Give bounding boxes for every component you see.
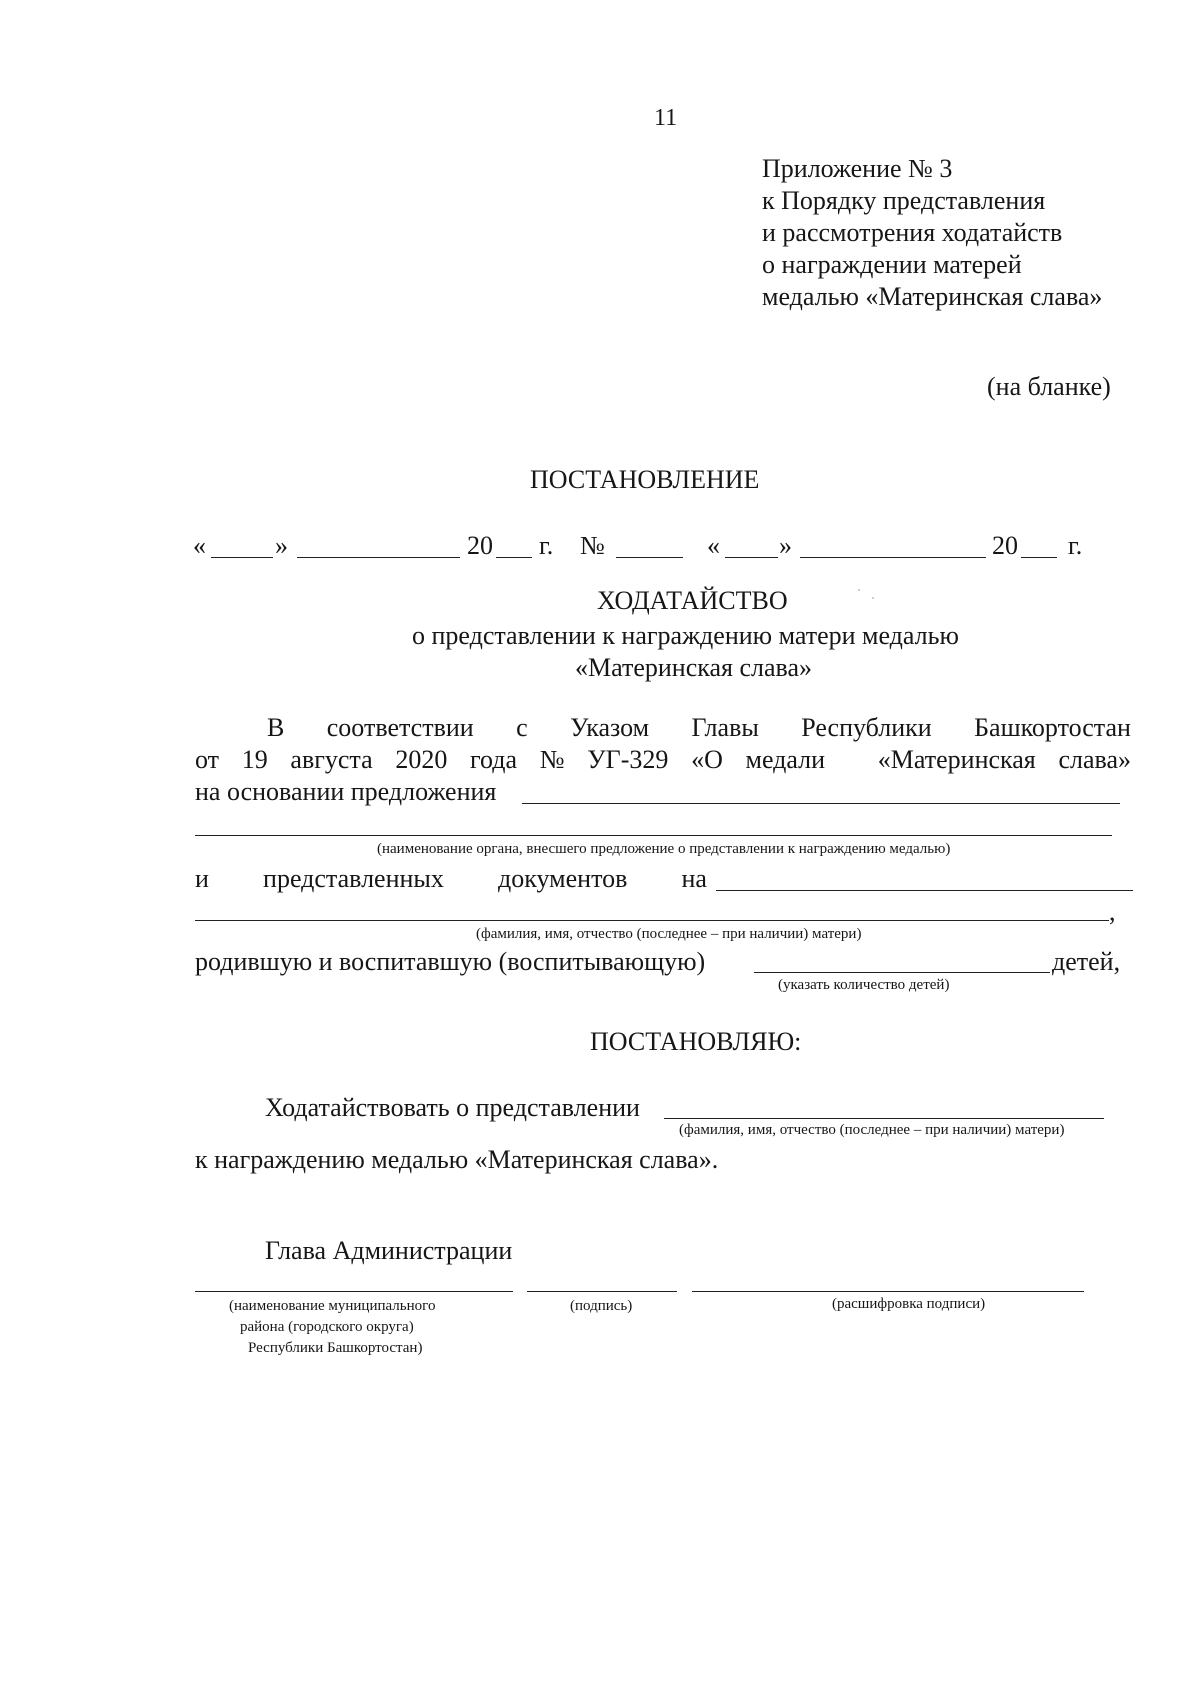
documents-fill-line [716, 890, 1133, 891]
appendix-line: медалью «Материнская слава» [762, 282, 1103, 311]
word: «Материнская [877, 745, 1036, 774]
quote-close: » [779, 531, 792, 560]
appendix-line: Приложение № 3 [762, 154, 953, 183]
comma: , [1109, 897, 1116, 926]
children-fill-line [754, 972, 1050, 973]
word: Республики [801, 713, 932, 742]
page-number: 11 [654, 105, 678, 131]
caption-district: района (городского округа) [240, 1319, 414, 1335]
caption-mother: (фамилия, имя, отчество (последнее – при наличии) матери) [476, 926, 862, 942]
word: Указом [570, 713, 650, 742]
decree-heading: ПОСТАНОВЛЕНИЕ [530, 465, 760, 494]
district-fill-line [195, 1291, 513, 1292]
caption-fio: (фамилия, имя, отчество (последнее – при наличии) матери) [679, 1122, 1065, 1138]
year-prefix: 20 [992, 531, 1018, 560]
word: № [539, 745, 565, 774]
children-suffix: детей, [1052, 947, 1121, 976]
paragraph-line: на основании предложения [195, 777, 497, 806]
year-blank-line [496, 557, 532, 558]
petition-subtitle: «Материнская слава» [575, 653, 813, 682]
born-text: родившую и воспитавшую (воспитывающую) [195, 947, 706, 976]
word: В [267, 713, 285, 742]
quote-open: « [707, 531, 720, 560]
quote-close: » [275, 531, 288, 560]
caption-sign: (подпись) [570, 1298, 633, 1314]
award-text: к награждению медалью «Материнская слава». [195, 1145, 719, 1174]
word: на [681, 864, 707, 893]
petition-title: ХОДАТАЙСТВО [597, 586, 788, 615]
caption-organ: (наименование органа, внесшего предложение о представлении к награждению медалью) [377, 841, 951, 857]
year-suffix: г. [1068, 531, 1083, 560]
word: соответствии [326, 713, 474, 742]
proposal-fill-line [522, 803, 1120, 804]
word: медали [745, 745, 826, 774]
word: от [195, 745, 220, 774]
caption-district: (наименование муниципального [229, 1298, 436, 1314]
quote-open: « [193, 531, 206, 560]
number-blank-line [616, 557, 683, 558]
paragraph-line [195, 745, 1131, 775]
month-blank-line [297, 557, 460, 558]
word: 19 [241, 745, 268, 774]
paragraph-line [267, 713, 1131, 743]
word: с [516, 713, 528, 742]
paragraph-line [195, 864, 707, 894]
word: «О [691, 745, 723, 774]
word: августа [290, 745, 373, 774]
year-blank-line [1021, 557, 1057, 558]
appendix-line: и рассмотрения ходатайств [762, 218, 1063, 247]
caption-district: Республики Башкортостан) [248, 1340, 423, 1356]
head-title: Глава Администрации [265, 1236, 513, 1265]
word: Башкортостан [974, 713, 1131, 742]
decode-fill-line [692, 1291, 1084, 1292]
organ-fill-line [195, 835, 1112, 836]
resolve-heading: ПОСТАНОВЛЯЮ: [590, 1027, 802, 1056]
word: слава» [1058, 745, 1131, 774]
scan-speck [872, 597, 874, 599]
appendix-line: к Порядку представления [762, 186, 1046, 215]
number-sign: № [580, 531, 605, 560]
fio-fill-line [664, 1118, 1104, 1119]
blank-note: (на бланке) [987, 372, 1111, 401]
year-suffix: г. [539, 531, 554, 560]
resolve-petition-text: Ходатайствовать о представлении [265, 1093, 640, 1122]
caption-decode: (расшифровка подписи) [832, 1296, 986, 1312]
month-blank-line [800, 557, 986, 558]
petition-subtitle: о представлении к награждению матери медалью [412, 621, 959, 650]
day-blank-line [211, 557, 273, 558]
year-prefix: 20 [467, 531, 493, 560]
appendix-line: о награждении матерей [762, 250, 1022, 279]
scan-speck [858, 589, 860, 591]
day-blank-line [725, 557, 778, 558]
word: и [195, 864, 209, 893]
mother-fill-line [195, 920, 1109, 921]
signature-fill-line [527, 1291, 677, 1292]
word: представленных [263, 864, 444, 893]
word: 2020 [395, 745, 448, 774]
caption-children: (указать количество детей) [778, 977, 950, 993]
word: УГ-329 [587, 745, 669, 774]
word: документов [498, 864, 628, 893]
word: Главы [691, 713, 759, 742]
word: года [470, 745, 518, 774]
